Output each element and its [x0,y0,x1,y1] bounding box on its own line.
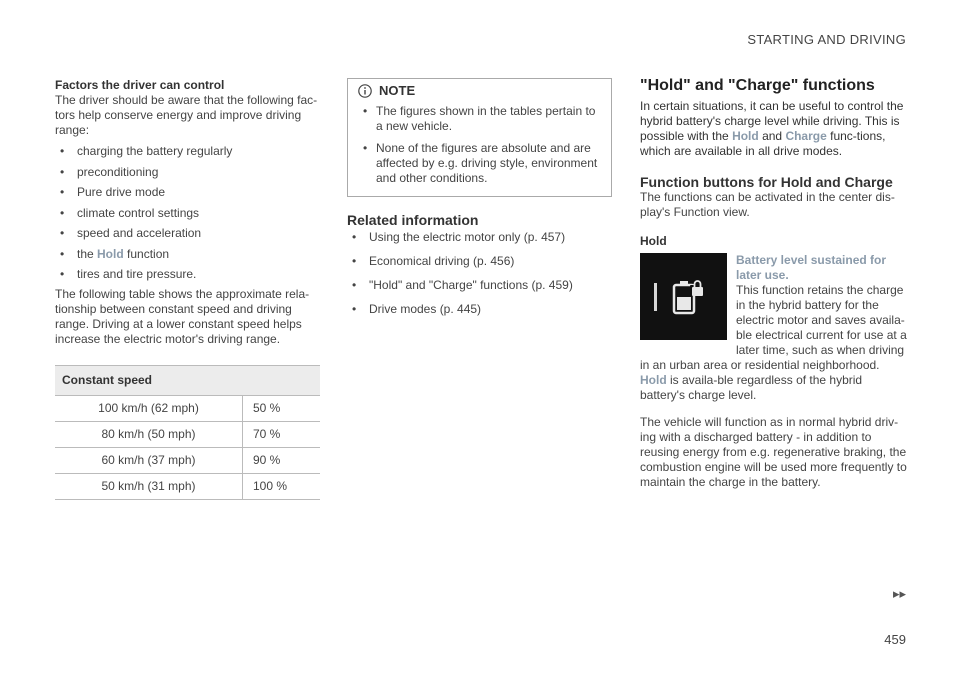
list-item: • preconditioning [55,165,320,180]
note-title: NOTE [379,83,416,98]
related-list [347,230,612,317]
hold-charge-intro [640,99,908,159]
table-row [55,421,320,447]
charge-keyword: Charge [785,129,827,143]
section-header: STARTING AND DRIVING [747,32,906,47]
text: func-tions, which are available in all drive modes. [640,129,886,158]
list-item: • Pure drive mode [55,185,320,200]
hold-section [640,253,908,403]
speed-cell: 100 km/h (62 mph) [55,395,243,421]
speed-cell: 60 km/h (37 mph) [55,447,243,473]
column-right [640,78,908,490]
related-link[interactable]: • Drive modes (p. 445) [347,302,612,317]
list-item [55,247,320,262]
percent-cell: 70 % [243,421,321,447]
list-item: • tires and tire pressure. [55,267,320,282]
factors-heading: Factors the driver can control [55,78,225,92]
text: In certain situations, it can be useful to control the hybrid battery's charge level while driving. This is possible with the [640,99,904,143]
function-buttons-text: The functions can be activated in the center dis-play's Function view. [640,190,895,219]
column-left [55,78,320,500]
battery-lock-icon [640,253,727,340]
hold-title: Battery level sustained for later use. [736,253,887,282]
list-item: • climate control settings [55,206,320,221]
hold-keyword: Hold [732,129,759,143]
function-buttons-heading: Function buttons for Hold and Charge [640,174,893,190]
text: is availa-ble regardless of the hybrid battery's charge level. [640,373,863,402]
related-heading: Related information [347,212,479,228]
info-icon [358,84,372,98]
table-row [55,447,320,473]
text: the [77,246,98,261]
note-header [358,83,601,98]
related-link[interactable]: • Using the electric motor only (p. 457) [347,230,612,245]
speed-cell: 80 km/h (50 mph) [55,421,243,447]
text: This function retains the charge in the hybrid battery for the electric motor and saves availa-ble electrical current for use at a later time, such as when driving in an urban area or residential neighborhood. [640,283,907,372]
speed-cell: 50 km/h (31 mph) [55,473,243,499]
list-item: • speed and acceleration [55,226,320,241]
hold-keyword: Hold [97,246,124,261]
note-list [358,104,601,186]
list-item: • The figures shown in the tables pertain to a new vehicle. [358,104,601,134]
hold-button-image [640,253,727,340]
note-box [347,78,612,197]
hold-keyword: Hold [640,373,667,387]
hold-label: Hold [640,234,667,248]
column-middle [347,78,612,323]
table-header: Constant speed [55,365,320,395]
percent-cell: 50 % [243,395,321,421]
text: and [758,129,786,143]
text: function [123,246,170,261]
related-link[interactable]: • Economical driving (p. 456) [347,254,612,269]
hold-charge-title: "Hold" and "Charge" functions [640,77,875,94]
factors-intro: The driver should be aware that the following fac-tors help conserve energy and improve driving range: [55,93,318,137]
list-item: • charging the battery regularly [55,144,320,159]
hold-final-paragraph: The vehicle will function as in normal hybrid driv-ing with a discharged battery - in addition to reusing energy from e.g. regenerative braking, the combustion engine will be used more frequently to maintain the charge in the battery. [640,415,907,489]
continue-indicator: ▸▸ [892,586,906,601]
percent-cell: 90 % [243,447,321,473]
factors-list [55,144,320,282]
table-row [55,473,320,499]
list-item: • None of the figures are absolute and are affected by e.g. driving style, environment and other conditions. [358,141,601,186]
page-number: 459 [884,632,906,647]
related-link[interactable]: • "Hold" and "Charge" functions (p. 459) [347,278,612,293]
table-intro: The following table shows the approximate rela-tionship between constant speed and driving range. Driving at a lower constant speed helps increase the electric motor's driving range. [55,286,310,346]
percent-cell: 100 % [243,473,321,499]
speed-range-table [55,365,320,500]
table-row [55,395,320,421]
